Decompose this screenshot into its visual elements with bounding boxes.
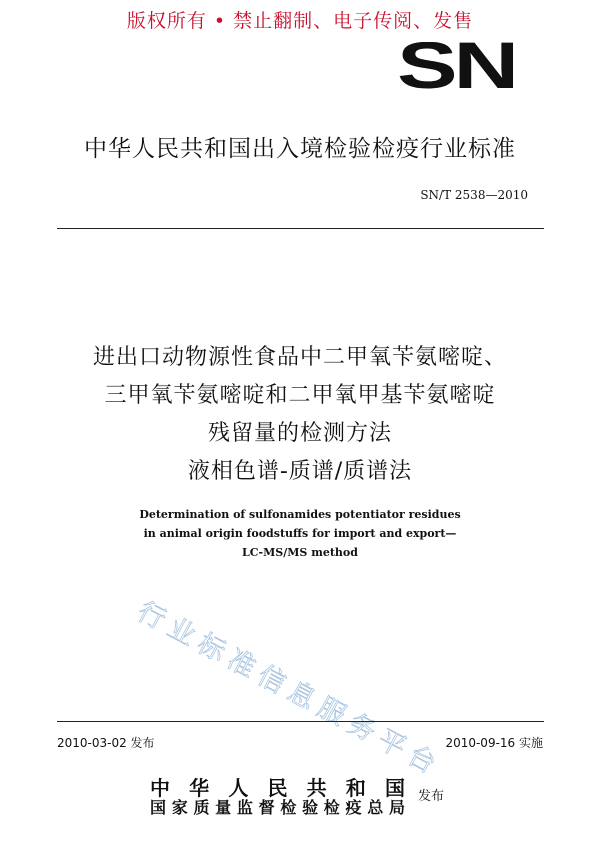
standard-number: SN/T 2538—2010: [420, 188, 528, 202]
divider-top: [57, 228, 544, 229]
copyright-notice: 版权所有 • 禁止翻制、电子传阅、发售: [126, 10, 474, 32]
publisher-line-1: 中华人民共和国: [150, 776, 405, 800]
publisher-suffix: 发布: [418, 789, 445, 804]
sn-logo: [396, 42, 516, 92]
title-zh-line-3: 残留量的检测方法: [207, 421, 392, 446]
organization-title: 中华人民共和国出入境检验检疫行业标准: [84, 136, 516, 162]
divider-bottom: [57, 721, 544, 722]
title-en-line-2: in animal origin foodstuffs for import and export—: [143, 527, 457, 540]
implementation-date: 2010-09-16 实施: [445, 736, 543, 750]
title-zh-line-4: 液相色谱-质谱/质谱法: [187, 459, 413, 484]
title-en-line-1: Determination of sulfonamides potentiator residues: [139, 508, 461, 521]
title-zh-line-2: 三甲氧苄氨嘧啶和二甲氧甲基苄氨嘧啶: [104, 383, 496, 408]
sn-logo-text: SN: [397, 42, 515, 92]
issue-date: 2010-03-02 发布: [57, 736, 155, 750]
watermark: 行业标准信息服务平台: [132, 596, 447, 784]
title-zh-line-1: 进出口动物源性食品中二甲氧苄氨嘧啶、: [92, 345, 507, 370]
publisher-line-2: 国家质量监督检验检疫总局: [150, 798, 405, 817]
title-en-line-3: LC-MS/MS method: [242, 546, 358, 559]
